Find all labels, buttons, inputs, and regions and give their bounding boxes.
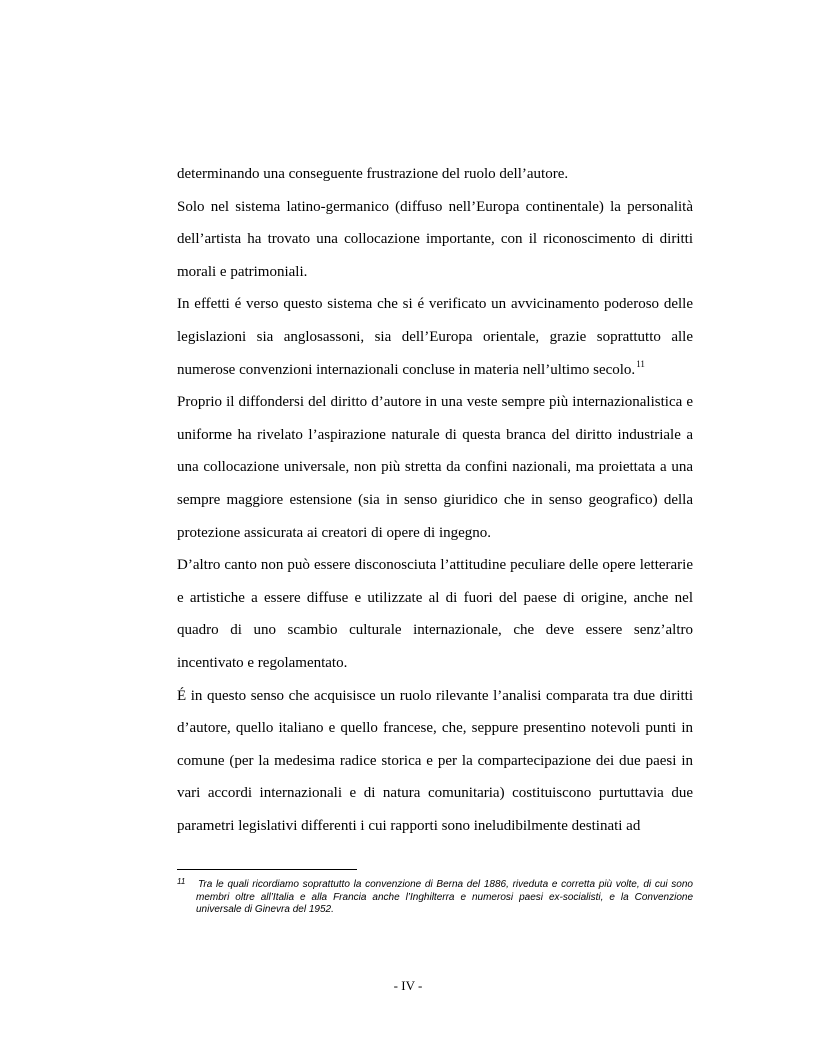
- footnote-number: 11: [177, 877, 186, 886]
- paragraph-6: É in questo senso che acquisisce un ruolo rilevante l’analisi comparata tra due diritti d’autore, quello italiano e quello francese, che, seppure presentino notevoli punti in comune (per la medesima radice storica e per la compartecipazione dei due paesi in vari accordi internazionali e di natura comunitaria) costituiscono purtuttavia due parametri legislativi differenti i cui rapporti sono ineludibilmente destinati ad: [177, 687, 693, 834]
- footnote: [177, 879, 693, 917]
- paragraph-3-text: In effetti é verso questo sistema che si é verificato un avvicinamento poderoso delle legislazioni sia anglosassoni, sia dell’Europa orientale, grazie soprattutto alle numerose convenzioni internazionali concluse in materia nell’ultimo secolo.: [177, 296, 693, 378]
- page-number: - IV -: [393, 978, 423, 993]
- paragraph-1: determinando una conseguente frustrazione del ruolo dell’autore.: [177, 166, 569, 182]
- paragraph-5: D’altro canto non può essere disconosciuta l’attitudine peculiare delle opere letterarie e artistiche a essere diffuse e utilizzate al di fuori del paese di origine, anche nel quadro di uno scambio culturale internazionale, che deve essere senz’altro incentivato e regolamentato.: [177, 557, 693, 671]
- paragraph-2: Solo nel sistema latino-germanico (diffuso nell’Europa continentale) la personalità dell’artista ha trovato una collocazione importante, con il riconoscimento di diritti morali e patrimoniali.: [177, 198, 693, 280]
- footnote-divider: [177, 869, 357, 870]
- body-text: [177, 158, 693, 842]
- paragraph-3: [177, 288, 693, 386]
- footnote-reference: 11: [636, 358, 645, 369]
- footnote-text: Tra le quali ricordiamo soprattutto la convenzione di Berna del 1886, riveduta e corretta più volte, di cui sono membri oltre all’Italia e alla Francia anche l’Inghilterra e numerosi paesi ex-socialisti, e la Convenzione universale di Ginevra del 1952.: [196, 879, 693, 915]
- paragraph-4: Proprio il diffondersi del diritto d’autore in una veste sempre più internazionalistica e uniforme ha rivelato l’aspirazione naturale di questa branca del diritto industriale a una collocazione universale, non più stretta da confini nazionali, ma proiettata a una sempre maggiore estensione (sia in senso giuridico che in senso geografico) della protezione assicurata ai creatori di opere di ingegno.: [177, 394, 693, 541]
